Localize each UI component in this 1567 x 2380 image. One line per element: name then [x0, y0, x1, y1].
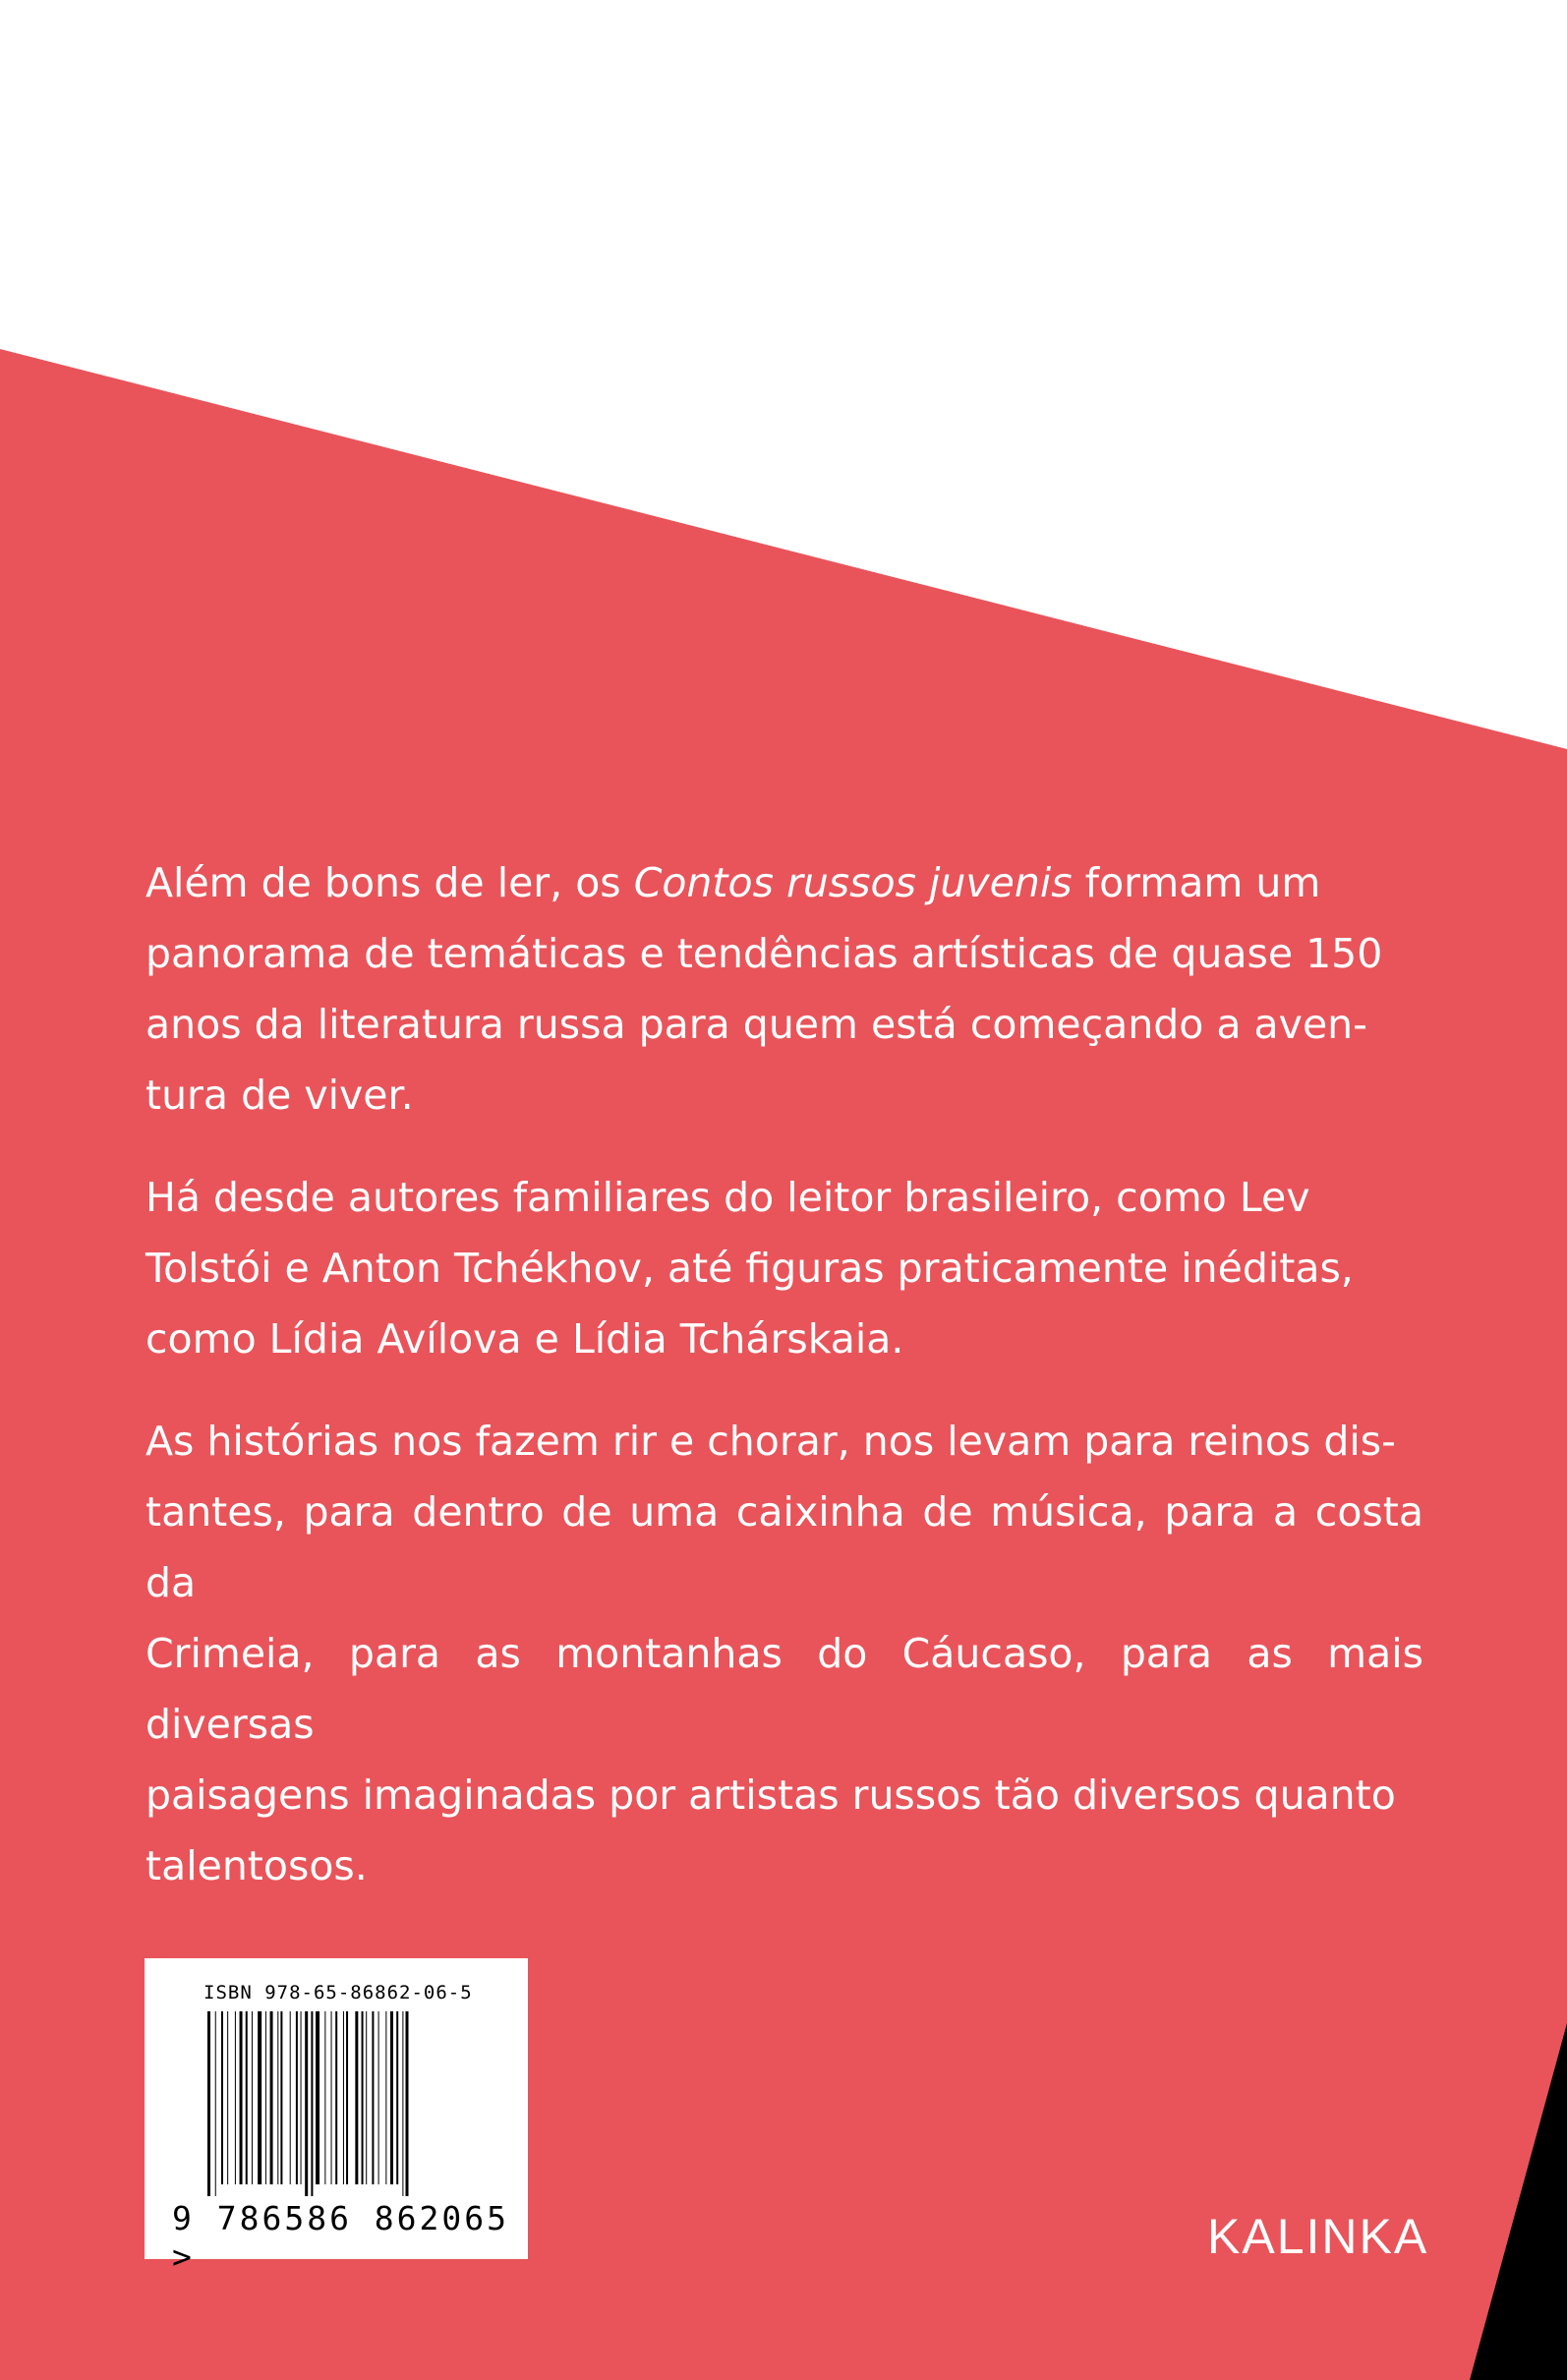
barcode-bar — [246, 2011, 248, 2184]
barcode-bar — [396, 2011, 398, 2184]
publisher-logo: KALINKA — [1207, 2209, 1429, 2264]
barcode-digits: 9 786586 862065 > — [172, 2199, 510, 2276]
barcode-bar — [406, 2011, 409, 2196]
barcode-bar — [385, 2011, 386, 2184]
barcode-bar — [296, 2011, 298, 2184]
barcode-bar — [290, 2011, 291, 2184]
barcode-bar — [301, 2011, 302, 2184]
barcode-bar — [252, 2011, 253, 2184]
isbn-label: ISBN 978-65-86862-06-5 — [203, 1982, 473, 2003]
barcode-bar — [277, 2011, 278, 2184]
barcode-bar — [215, 2011, 216, 2196]
barcode-bar — [346, 2011, 348, 2184]
barcode-bar — [305, 2011, 308, 2196]
barcode-bar — [362, 2011, 364, 2184]
blurb-paragraph-1 — [145, 847, 1423, 1131]
barcode-bar — [316, 2011, 319, 2184]
barcode-bar — [270, 2011, 273, 2184]
barcode-bar — [207, 2011, 210, 2196]
barcode-bar — [258, 2011, 261, 2184]
blurb-paragraph-2: Há desde autores familiares do leitor brasileiro, como Lev Tolstói e Anton Tchékhov, até figuras praticamente inéditas, como Lídia Avílova e Lídia Tchárskaia. — [145, 1174, 1354, 1363]
barcode-icon — [207, 2011, 493, 2196]
blurb-text: Além de bons de ler, os — [145, 859, 634, 906]
barcode-panel — [145, 1958, 528, 2276]
barcode-bar — [227, 2011, 228, 2184]
barcode-bar — [311, 2011, 313, 2196]
book-title: Contos russos juvenis — [633, 859, 1073, 906]
barcode-bar — [355, 2011, 358, 2184]
barcode-bar — [265, 2011, 266, 2184]
barcode-bar — [240, 2011, 243, 2184]
barcode-bar — [324, 2011, 325, 2184]
barcode-bar — [221, 2011, 223, 2184]
barcode-bar — [331, 2011, 332, 2184]
blurb-paragraph-3: As histórias nos fazem rir e chorar, nos levam para reinos dis- tantes, para dentro de uma caixinha de música, para a costa da Crimeia, para as montanhas do Cáucaso, para as mais diversas paisagens imaginadas por artistas russos tão diversos quanto talentosos. — [145, 1418, 1423, 1889]
barcode-bar — [378, 2011, 379, 2184]
barcode-bar — [280, 2011, 282, 2184]
barcode-bar — [372, 2011, 374, 2184]
barcode-bar — [343, 2011, 344, 2184]
barcode-bar — [366, 2011, 367, 2184]
barcode-bar — [235, 2011, 236, 2184]
barcode-bar — [390, 2011, 393, 2184]
barcode-bar — [402, 2011, 403, 2196]
barcode-bar — [335, 2011, 337, 2184]
blurb-text: formam um panorama de temáticas e tendências artísticas de quase 150 anos da literatura russa para quem está começando a aven- tura de viver. — [145, 859, 1383, 1119]
